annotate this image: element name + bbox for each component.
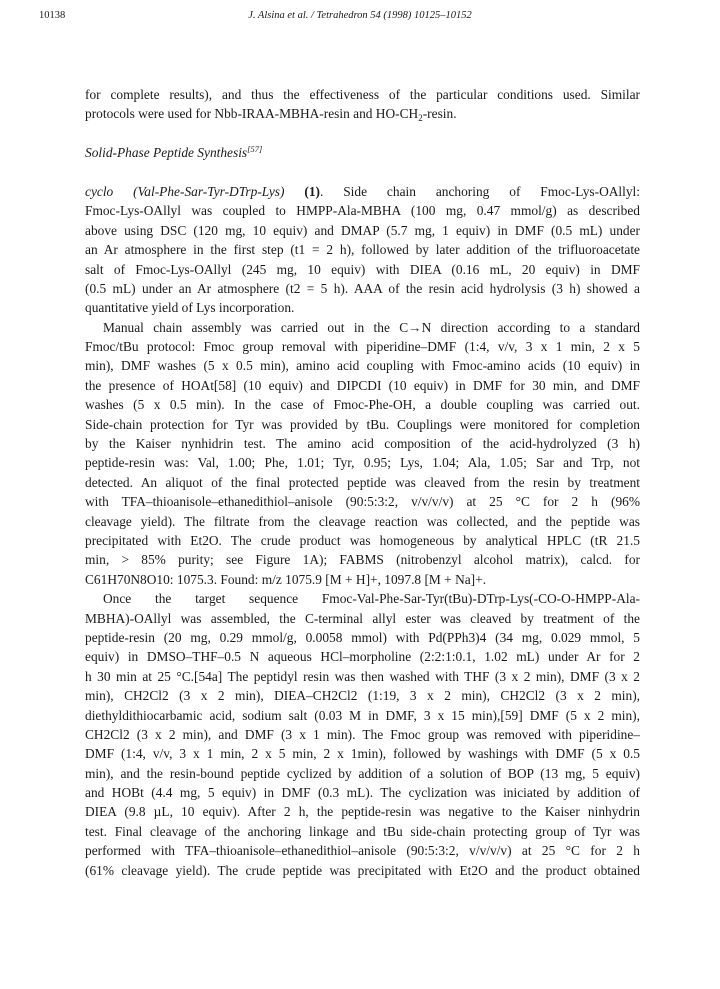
text-line: test. Final cleavage of the anchoring linkage and tBu side-chain protecting group of Tyr was	[85, 823, 640, 839]
text-line: salt of Fmoc-Lys-OAllyl (245 mg, 10 equiv) with DIEA (0.16 mL, 20 equiv) in DMF	[85, 261, 640, 277]
text-line: performed with TFA–thioanisole–ethanedithiol–anisole (90:5:3:2, v/v/v/v) at 25 °C for 2 h	[85, 843, 640, 859]
reference-marker: [57]	[247, 144, 263, 155]
page-number: 10138	[39, 10, 66, 21]
text-line: Manual chain assembly was carried out in the C→N direction according to a standard	[103, 319, 640, 335]
text-line: C61H70N8O10: 1075.3. Found: m/z 1075.9 [M + H]+, 1097.8 [M + Na]+.	[85, 571, 487, 587]
text-line: detected. An aliquot of the final protected peptide was cleaved from the resin by treatment	[85, 474, 640, 490]
text-line: CH2Cl2 (3 x 2 min), and DMF (3 x 1 min). The Fmoc group was removed with piperidine–	[85, 726, 640, 742]
text-line: Fmoc/tBu protocol: Fmoc group removal with piperidine–DMF (1:4, v/v, 3 x 1 min, 2 x 5	[85, 339, 640, 355]
text-line: (61% cleavage yield). The crude peptide was precipitated with Et2O and the product obtained	[85, 862, 640, 878]
text-line: peptide-resin (20 mg, 0.29 mmol/g, 0.0058 mmol) with Pd(PPh3)4 (34 mg, 0.029 mmol, 5	[85, 629, 640, 645]
text-line: min), and the resin-bound peptide cyclized by addition of a solution of BOP (13 mg, 5 equiv)	[85, 765, 640, 781]
text-line: (0.5 mL) under an Ar atmosphere (t2 = 5 h). AAA of the resin acid hydrolysis (3 h) showed a	[85, 280, 640, 296]
text-line: min, > 85% purity; see Figure 1A); FABMS (nitrobenzyl alcohol matrix), calcd. for	[85, 552, 640, 568]
page-body	[85, 85, 640, 880]
text-line: washes (5 x 0.5 min). In the case of Fmoc-Phe-OH, a double coupling was carried out.	[85, 397, 640, 413]
section-heading: Solid-Phase Peptide Synthesis[57]	[85, 144, 263, 161]
text-line: diethyldithiocarbamic acid, sodium salt (0.03 M in DMF, 3 x 15 min),[59] DMF (5 x 2 min),	[85, 707, 640, 723]
running-header	[0, 10, 720, 26]
running-head: J. Alsina et al. / Tetrahedron 54 (1998) 10125–10152	[248, 10, 472, 21]
text-line: by the Kaiser nynhidrin test. The amino acid composition of the acid-hydrolyzed (3 h)	[85, 436, 640, 452]
paragraph-chain-assembly	[85, 318, 640, 589]
text-line: for complete results), and thus the effectiveness of the particular conditions used. Similar	[85, 87, 640, 102]
paragraph-cyclo-compound	[85, 182, 640, 318]
compound-name: cyclo (Val-Phe-Sar-Tyr-DTrp-Lys)	[85, 183, 285, 199]
text-line: with TFA–thioanisole–ethanedithiol–anisole (90:5:3:2, v/v/v/v) at 25 °C for 2 h (96%	[85, 494, 640, 510]
text-line: min), DMF washes (5 x 0.5 min), amino acid coupling with Fmoc-amino acids (10 equiv) in	[85, 358, 640, 374]
text-line: protocols were used for Nbb-IRAA-MBHA-resin and $HO-CH_2$-resin.	[85, 106, 457, 124]
paragraph-cyclization	[85, 589, 640, 880]
text-line: min), CH2Cl2 (3 x 2 min), DIEA–CH2Cl2 (1:19, 3 x 2 min), CH2Cl2 (3 x 2 min),	[85, 688, 640, 704]
text-line: DIEA (9.8 µL, 10 equiv). After 2 h, the peptide-resin was negative to the Kaiser ninhydrin	[85, 804, 640, 820]
text-line: equiv) in DMSO–THF–0.5 N aqueous HCl–morpholine (2:2:1:0.1, 1.02 mL) under Ar for 2	[85, 649, 640, 665]
text-line: an Ar atmosphere in the first step (t1 = 2 h), followed by later addition of the trifluoroacetate	[85, 242, 640, 258]
text-line: the presence of HOAt[58] (10 equiv) and DIPCDI (10 equiv) in DMF for 30 min, and DMF	[85, 377, 640, 393]
text-line: Once the target sequence Fmoc-Val-Phe-Sar-Tyr(tBu)-DTrp-Lys(-CO-O-HMPP-Ala-	[103, 591, 640, 607]
compound-number: (1)	[304, 183, 320, 199]
text-line: MBHA)-OAllyl was assembled, the C-terminal allyl ester was cleaved by treatment of the	[85, 610, 640, 626]
text-line: peptide-resin was: Val, 1.00; Phe, 1.01; Tyr, 0.95; Lys, 1.04; Ala, 1.05; Sar and Trp, not	[85, 455, 640, 471]
text-line: cyclo (Val-Phe-Sar-Tyr-DTrp-Lys) (1). Side chain anchoring of Fmoc-Lys-OAllyl:	[85, 183, 640, 199]
text-line: h 30 min at 25 °C.[54a] The peptidyl resin was then washed with THF (3 x 2 min), DMF (3 x 2	[85, 668, 640, 684]
text-line: cleavage yield). The filtrate from the cleavage reaction was collected, and the peptide was	[85, 513, 640, 529]
text-line: quantitative yield of Lys incorporation.	[85, 300, 295, 316]
text-line: Side-chain protection for Tyr was provided by tBu. Couplings were monitored for completion	[85, 416, 640, 432]
text-line: and HOBt (4.4 mg, 5 equiv) in DMF (0.3 mL). The cyclization was iniciated by addition of	[85, 785, 640, 801]
text-line: DMF (1:4, v/v, 3 x 1 min, 2 x 5 min, 2 x 1min), followed by washings with DMF (5 x 0.5	[85, 746, 640, 762]
text-line: precipitated with Et2O. The crude product was homogeneous by analytical HPLC (tR 21.5	[85, 532, 640, 548]
text-line: above using DSC (120 mg, 10 equiv) and DMAP (5.7 mg, 1 equiv) in DMF (0.5 mL) under	[85, 222, 640, 238]
text-line: Fmoc-Lys-OAllyl was coupled to HMPP-Ala-MBHA (100 mg, 0.47 mmol/g) as described	[85, 203, 640, 219]
